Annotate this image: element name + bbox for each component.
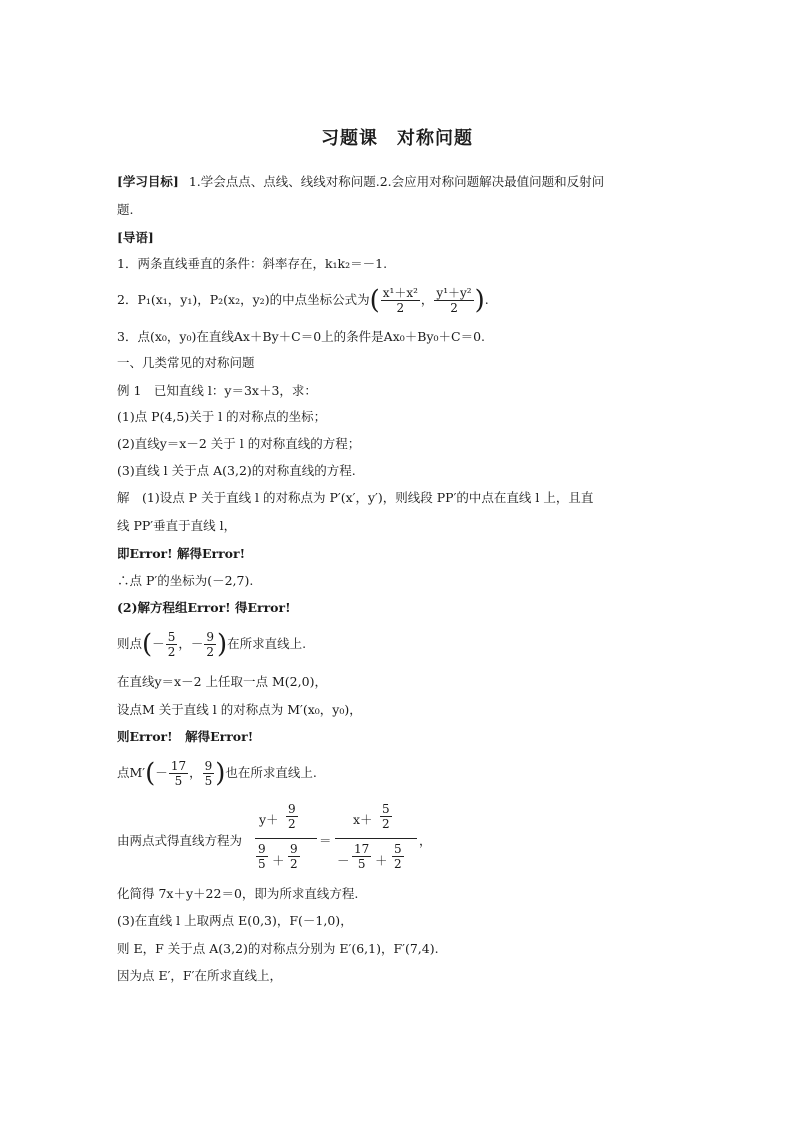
minus-sign: －: [152, 636, 165, 651]
right-paren: ): [474, 285, 485, 316]
fraction-numerator: 9: [206, 630, 214, 644]
fraction-denominator: 5: [258, 857, 266, 871]
fraction-denominator: 2: [290, 857, 298, 871]
fraction-numerator: 5: [167, 630, 176, 644]
minus-sign: －: [190, 636, 204, 651]
example-q1: (1)点 P(4,5)关于 l 的对称点的坐标；: [117, 409, 327, 424]
fraction-denominator: 2: [396, 301, 405, 315]
guide-item-1: 1．两条直线垂直的条件：斜率存在，k₁k₂＝－1.: [117, 256, 388, 271]
separator: ，: [178, 636, 191, 651]
fraction-numerator: 9: [258, 842, 266, 856]
solution-line-4: ∴点 P′的坐标为(－2,7).: [117, 573, 254, 588]
separator: ，: [420, 292, 434, 307]
coordinate-x-fraction: [169, 759, 188, 788]
fraction-numerator: 9: [288, 802, 296, 816]
inner-fraction: [286, 802, 298, 831]
line-suffix: 也在所求直线上.: [225, 765, 317, 780]
guide-item-2: [117, 286, 684, 315]
solution-line-1: 解 (1)设点 P 关于直线 l 的对称点为 P′(x′，y′)，则线段 PP′的中点在直线 l 上，且直: [117, 490, 594, 505]
guide-item-2-prefix: 2．P₁(x₁，y₁)，P₂(x₂，y₂)的中点坐标公式为: [117, 292, 370, 307]
midpoint-y-fraction: [434, 286, 473, 315]
equation-left-numerator: [255, 800, 317, 838]
fraction-denominator: 2: [167, 645, 176, 659]
solution-line-2: 线 PP′垂直于直线 l，: [117, 518, 237, 533]
fraction-denominator: 5: [204, 774, 213, 788]
minus-sign: －: [155, 765, 168, 780]
coordinate-x-fraction: [166, 630, 178, 659]
equation-left-fraction: [255, 800, 317, 877]
fraction-numerator: 17: [354, 842, 370, 856]
inner-fraction: [288, 842, 300, 871]
fraction-denominator: 2: [206, 645, 214, 659]
fraction-denominator: 2: [394, 857, 402, 871]
equation-left-denominator: [255, 839, 317, 877]
numerator-text: x＋: [353, 812, 373, 827]
solution-line-7: 在直线y＝x－2 上任取一点 M(2,0)，: [117, 674, 327, 689]
coordinate-y-fraction: [203, 759, 215, 788]
fraction-denominator: 5: [357, 857, 366, 871]
equation-right-denominator: [335, 839, 417, 877]
example-head: 例 1 已知直线 l：y＝3x＋3，求：: [117, 383, 317, 398]
fraction-numerator: 5: [394, 842, 402, 856]
fraction-numerator: 5: [382, 802, 390, 816]
solution-line-5: (2)解方程组Error! 得Error!: [117, 600, 291, 615]
midpoint-x-fraction: [381, 286, 420, 315]
fraction-denominator: 2: [288, 817, 296, 831]
solution-line-15: 因为点 E′，F′在所求直线上，: [117, 968, 282, 983]
page-title: 习题课 对称问题: [321, 128, 473, 149]
inner-fraction: [392, 842, 404, 871]
inner-fraction: [256, 842, 268, 871]
solution-line-13: (3)在直线 l 上取两点 E(0,3)，F(－1,0)，: [117, 913, 353, 928]
objectives-line-1: [117, 174, 684, 190]
equals-sign: ＝: [319, 833, 332, 848]
solution-line-12: 化简得 7x＋y＋22＝0，即为所求直线方程.: [117, 886, 359, 901]
guide-item-3: 3．点(x₀，y₀)在直线Ax＋By＋C＝0上的条件是Ax₀＋By₀＋C＝0.: [117, 329, 486, 344]
suffix: .: [484, 292, 489, 307]
line-suffix: 在所求直线上.: [227, 636, 307, 651]
numerator-text: y＋: [259, 812, 279, 827]
equation-right-numerator: [335, 800, 417, 838]
fraction-numerator: 17: [170, 759, 187, 773]
right-paren: ): [217, 629, 228, 660]
solution-line-3: 即Error! 解得Error!: [117, 546, 246, 561]
solution-line-8: 设点M 关于直线 l 的对称点为 M′(x₀，y₀)，: [117, 702, 362, 717]
fraction-denominator: 5: [174, 774, 183, 788]
objectives-line-2: 题.: [117, 202, 134, 217]
fraction-numerator: x¹＋x²: [382, 286, 418, 300]
equation-right-fraction: [335, 800, 417, 877]
left-paren: (: [369, 285, 380, 316]
left-paren: (: [142, 629, 153, 660]
solution-line-10: [117, 759, 684, 788]
fraction-numerator: y¹＋y²: [436, 286, 472, 300]
inner-fraction: [352, 842, 371, 871]
solution-line-14: 则 E，F 关于点 A(3,2)的对称点分别为 E′(6,1)，F′(7,4).: [117, 941, 439, 956]
minus-sign: －: [337, 853, 350, 868]
line-prefix: 则点: [117, 636, 143, 651]
example-q3: (3)直线 l 关于点 A(3,2)的对称直线的方程.: [117, 463, 356, 478]
objectives-label: [学习目标]: [117, 174, 179, 189]
right-paren: ): [215, 758, 226, 789]
fraction-denominator: 2: [382, 817, 390, 831]
fraction-numerator: 9: [204, 759, 213, 773]
left-paren: (: [145, 758, 156, 789]
solution-line-6: [117, 630, 684, 659]
line-prefix: 点M′: [117, 765, 146, 780]
fraction-denominator: 2: [450, 301, 458, 315]
section-heading: 一、几类常见的对称问题: [117, 355, 255, 370]
objectives-text: 1.学会点点、点线、线线对称问题.2.会应用对称问题解决最值问题和反射问: [188, 174, 605, 189]
equation-label: 由两点式得直线方程为: [117, 833, 243, 848]
plus-sign: ＋: [375, 853, 388, 868]
coordinate-y-fraction: [204, 630, 216, 659]
example-q2: (2)直线y＝x－2 关于 l 的对称直线的方程；: [117, 436, 361, 451]
plus-sign: ＋: [272, 853, 285, 868]
solution-line-9: 则Error! 解得Error!: [117, 729, 254, 744]
fraction-numerator: 9: [290, 842, 298, 856]
inner-fraction: [380, 802, 392, 831]
separator: ，: [189, 765, 202, 780]
two-point-equation: [117, 800, 677, 880]
guide-label: [导语]: [117, 230, 154, 245]
comma: ，: [419, 833, 432, 848]
